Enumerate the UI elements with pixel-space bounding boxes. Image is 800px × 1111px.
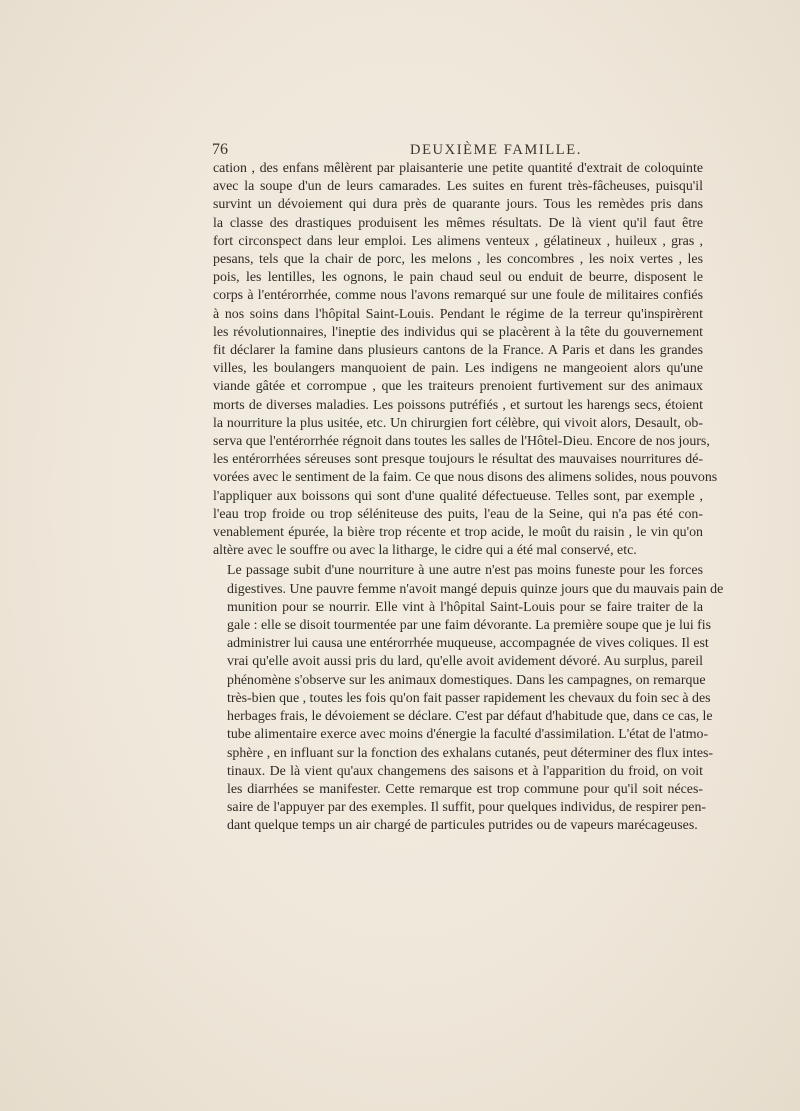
- paragraph-2: [213, 562, 724, 835]
- text-line: gale : elle se disoit tourmentée par une faim dévorante. La première soupe que je lui fis: [227, 618, 712, 634]
- text-line: les révolutionnaires, l'ineptie des individus qui se placèrent à la tête du gouvernement: [213, 324, 703, 340]
- running-head: DEUXIÈME FAMILLE.: [410, 142, 582, 158]
- text-line: la classe des drastiques produisent les mêmes résultats. De là vient qu'il faut être: [213, 215, 703, 231]
- text-line: cation , des enfans mêlèrent par plaisanterie une petite quantité d'extrait de coloquinte: [213, 161, 703, 176]
- text-line: très-bien que , toutes les fois qu'on fait passer rapidement les chevaux du foin sec à des: [227, 690, 711, 706]
- paragraph-1: [213, 160, 718, 560]
- text-line: saire de l'appuyer par des exemples. Il suffit, pour quelques individus, de respirer pen-: [227, 800, 707, 816]
- text-line: serva que l'entérorrhée régnoit dans toutes les salles de l'Hôtel-Dieu. Encore de nos jours,: [213, 434, 710, 450]
- text-line: l'appliquer aux boissons qui sont d'une qualité défectueuse. Telles sont, par exemple ,: [213, 488, 703, 504]
- text-line: tinaux. De là vient qu'aux changemens des saisons et à l'apparition du froid, on voit: [227, 763, 703, 779]
- text-line: morts de diverses maladies. Les poissons putréfiés , et surtout les harengs secs, étoient: [213, 397, 703, 413]
- text-line: herbages frais, le dévoiement se déclare. C'est par défaut d'habitude que, dans ce cas, le: [227, 709, 713, 725]
- text-line: avec la soupe d'un de leurs camarades. Les suites en furent très-fâcheuses, puisqu'il: [213, 179, 703, 195]
- text-line: dant quelque temps un air chargé de particules putrides ou de vapeurs marécageuses.: [227, 818, 698, 834]
- text-line: l'eau trop froide ou trop séléniteuse des puits, l'eau de la Seine, qui n'a pas été con-: [213, 506, 703, 522]
- text-line: à nos soins dans l'hôpital Saint-Louis. Pendant le régime de la terreur qu'inspirèrent: [213, 306, 703, 322]
- page-header: [212, 140, 780, 160]
- text-line: sphère , en influant sur la fonction des exhalans cutanés, peut déterminer des flux intes-: [227, 745, 714, 761]
- text-line: la nourriture la plus usitée, etc. Un chirurgien fort célèbre, qui vivoit alors, Desault, ob-: [213, 415, 703, 431]
- text-line: les diarrhées se manifester. Cette remarque est trop commune pour qu'il soit néces-: [227, 781, 703, 797]
- text-line: les entérorrhées séreuses sont presque toujours le résultat des mauvaises nourritures dé-: [213, 452, 703, 468]
- text-line: survint un dévoiement qui dura près de quarante jours. Tous les remèdes pris dans: [213, 197, 703, 213]
- text-line: vorées avec le sentiment de la faim. Ce que nous disons des alimens solides, nous pouvons: [213, 470, 718, 486]
- text-line: corps à l'entérorrhée, comme nous l'avons remarqué sur une foule de militaires confiés: [213, 288, 703, 304]
- text-line: pois, les lentilles, les ognons, le pain chaud seul ou enduit de beurre, disposent le: [213, 270, 703, 286]
- text-line: pesans, tels que la chair de porc, les melons , les concombres , les noix vertes , les: [213, 252, 703, 268]
- text-line: altère avec le souffre ou avec la litharge, le cidre qui a été mal conservé, etc.: [213, 543, 637, 559]
- text-line: venablement épurée, la bière trop récente et trop acide, le moût du raisin , le vin qu'on: [213, 525, 703, 541]
- text-line: munition pour se nourrir. Elle vint à l'hôpital Saint-Louis pour se faire traiter de la: [227, 599, 703, 615]
- text-line: vrai qu'elle avoit aussi pris du lard, qu'elle avoit avidement dévoré. Au surplus, pareil: [227, 654, 703, 670]
- text-line: fort circonspect dans leur emploi. Les alimens venteux , gélatineux , huileux , gras ,: [213, 233, 703, 249]
- text-line: Le passage subit d'une nourriture à une autre n'est pas moins funeste pour les forces: [227, 563, 703, 579]
- body-text: [213, 160, 724, 836]
- text-line: fit déclarer la famine dans plusieurs cantons de la France. A Paris et dans les grandes: [213, 343, 703, 359]
- text-line: villes, les boulangers manquoient de pain. Les indigens ne mangeoient alors qu'une: [213, 361, 703, 377]
- text-line: digestives. Une pauvre femme n'avoit mangé depuis quinze jours que du mauvais pain de: [227, 581, 724, 597]
- text-line: administrer lui causa une entérorrhée muqueuse, accompagnée de vives coliques. Il est: [227, 636, 709, 652]
- text-line: viande gâtée et corrompue , que les traiteurs prenoient furtivement sur des animaux: [213, 379, 703, 395]
- text-line: tube alimentaire exerce avec moins d'énergie la faculté d'assimilation. L'état de l'atmo-: [227, 727, 709, 743]
- text-line: phénomène s'observe sur les animaux domestiques. Dans les campagnes, on remarque: [227, 672, 706, 688]
- page-number: 76: [212, 141, 228, 158]
